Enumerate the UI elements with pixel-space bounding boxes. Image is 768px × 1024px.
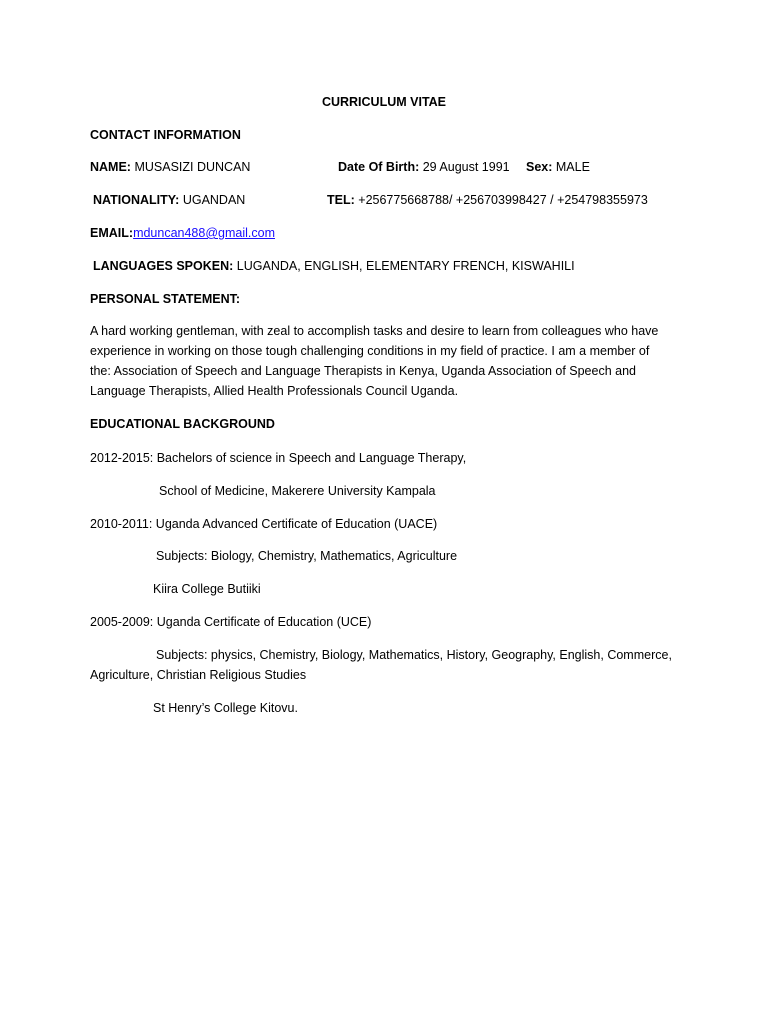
dob-label: Date Of Birth:	[338, 160, 420, 174]
languages-value: LUGANDA, ENGLISH, ELEMENTARY FRENCH, KISWAHILI	[236, 259, 575, 273]
document-title: CURRICULUM VITAE	[321, 95, 447, 109]
dob-value: 29 August 1991	[422, 160, 510, 174]
email-link[interactable]: mduncan488@gmail.com	[133, 226, 275, 240]
languages-row	[93, 256, 575, 276]
personal-statement-line: experience in working on those tough challenging conditions in my field of practice. I am a member of	[90, 344, 650, 358]
name-value: MUSASIZI DUNCAN	[134, 160, 251, 174]
name-row	[90, 157, 250, 177]
education-heading: EDUCATIONAL BACKGROUND	[90, 417, 275, 431]
languages-label: LANGUAGES SPOKEN:	[93, 259, 234, 273]
tel-row	[327, 190, 648, 210]
sex-row	[526, 157, 590, 177]
sex-value: MALE	[555, 160, 590, 174]
nationality-label: NATIONALITY:	[93, 193, 180, 207]
education-entry-3-school: St Henry’s College Kitovu.	[153, 701, 298, 715]
education-entry-2-subjects: Subjects: Biology, Chemistry, Mathematics, Agriculture	[156, 549, 458, 563]
nationality-value: UGANDAN	[182, 193, 246, 207]
dob-row	[338, 157, 510, 177]
sex-label: Sex:	[526, 160, 553, 174]
name-label: NAME:	[90, 160, 131, 174]
education-entry-3-subjects-cont: Agriculture, Christian Religious Studies	[90, 668, 307, 682]
personal-statement-body	[90, 321, 680, 401]
personal-statement-line: A hard working gentleman, with zeal to accomplish tasks and desire to learn from colleagues who have	[90, 324, 659, 338]
personal-statement-line: the: Association of Speech and Language Therapists in Kenya, Uganda Association of Speech and	[90, 364, 636, 378]
email-label: EMAIL:	[90, 226, 134, 240]
education-entry-3-subjects: Subjects: physics, Chemistry, Biology, Mathematics, History, Geography, English, Commerce,	[156, 648, 672, 662]
personal-statement-heading: PERSONAL STATEMENT:	[90, 292, 241, 306]
education-entry-1-school: School of Medicine, Makerere University Kampala	[159, 484, 436, 498]
personal-statement-line: Language Therapists, Allied Health Professionals Council Uganda.	[90, 384, 459, 398]
education-entry-2-title: 2010-2011: Uganda Advanced Certificate of Education (UACE)	[90, 517, 438, 531]
education-entry-1-title: 2012-2015: Bachelors of science in Speech and Language Therapy,	[90, 451, 467, 465]
education-entry-2-school: Kiira College Butiiki	[153, 582, 261, 596]
contact-heading: CONTACT INFORMATION	[90, 128, 241, 142]
nationality-row	[93, 190, 245, 210]
tel-value: +256775668788/ +256703998427 / +254798355973	[358, 193, 648, 207]
education-entry-3-title: 2005-2009: Uganda Certificate of Education (UCE)	[90, 615, 372, 629]
tel-label: TEL:	[327, 193, 355, 207]
email-row	[90, 223, 275, 243]
